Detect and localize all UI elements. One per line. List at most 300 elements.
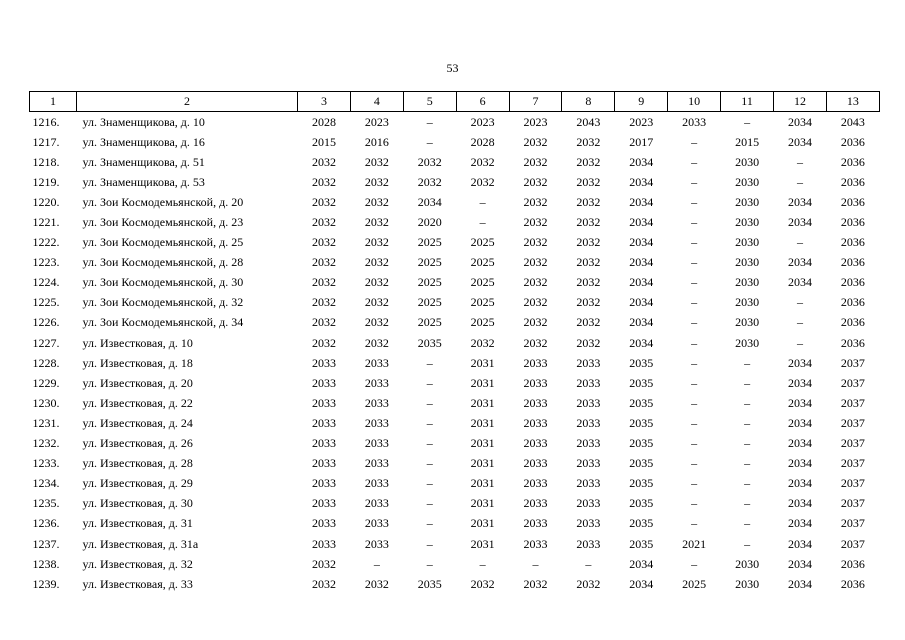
table-row (30, 253, 880, 273)
value-cell-col-8: 2033 (576, 395, 601, 410)
address-cell: ул. Знаменщикова, д. 10 (82, 114, 205, 129)
column-header-10: 10 (668, 92, 721, 112)
value-cell-col-12: – (796, 154, 803, 169)
row-number: 1219. (32, 174, 60, 189)
value-cell-col-8: 2032 (576, 134, 601, 149)
row-number: 1236. (32, 516, 60, 531)
row-number: 1222. (32, 235, 60, 250)
value-cell-col-9: 2034 (629, 315, 654, 330)
value-cell-col-11: – (744, 536, 751, 551)
value-cell-col-11: – (744, 516, 751, 531)
value-cell-col-10: – (691, 476, 698, 491)
value-cell-col-5: – (426, 496, 433, 511)
value-cell-col-8: 2032 (576, 335, 601, 350)
address-cell: ул. Зои Космодемьянской, д. 30 (82, 275, 244, 290)
value-cell-col-12: 2034 (787, 456, 812, 471)
row-number: 1233. (32, 456, 60, 471)
table-row (30, 192, 880, 212)
value-cell-col-4: 2032 (364, 235, 389, 250)
value-cell-col-3: 2015 (311, 134, 336, 149)
value-cell-col-10: – (691, 355, 698, 370)
row-number: 1232. (32, 436, 60, 451)
value-cell-col-3: 2032 (311, 255, 336, 270)
value-cell-col-3: 2032 (311, 335, 336, 350)
value-cell-col-12: – (796, 315, 803, 330)
address-cell: ул. Известковая, д. 33 (82, 576, 193, 591)
row-number: 1216. (32, 114, 60, 129)
value-cell-col-13: 2036 (840, 255, 865, 270)
value-cell-col-3: 2032 (311, 215, 336, 230)
value-cell-col-9: 2023 (629, 114, 654, 129)
value-cell-col-4: – (373, 556, 380, 571)
value-cell-col-3: 2032 (311, 235, 336, 250)
value-cell-col-10: – (691, 556, 698, 571)
value-cell-col-8: 2033 (576, 355, 601, 370)
value-cell-col-13: 2037 (840, 516, 865, 531)
value-cell-col-6: 2031 (470, 415, 495, 430)
address-cell: ул. Зои Космодемьянской, д. 25 (82, 235, 244, 250)
value-cell-col-6: 2025 (470, 275, 495, 290)
value-cell-col-5: 2034 (417, 194, 442, 209)
value-cell-col-13: 2036 (840, 215, 865, 230)
address-cell: ул. Известковая, д. 18 (82, 355, 193, 370)
value-cell-col-7: 2033 (523, 355, 548, 370)
value-cell-col-3: 2028 (311, 114, 336, 129)
value-cell-col-10: – (691, 516, 698, 531)
value-cell-col-8: 2033 (576, 456, 601, 471)
value-cell-col-13: 2037 (840, 476, 865, 491)
value-cell-col-11: 2030 (735, 194, 760, 209)
value-cell-col-7: 2032 (523, 134, 548, 149)
value-cell-col-9: 2034 (629, 154, 654, 169)
value-cell-col-9: 2035 (629, 375, 654, 390)
value-cell-col-8: 2032 (576, 215, 601, 230)
value-cell-col-3: 2032 (311, 315, 336, 330)
value-cell-col-13: 2036 (840, 134, 865, 149)
value-cell-col-12: 2034 (787, 476, 812, 491)
address-cell: ул. Известковая, д. 29 (82, 476, 193, 491)
value-cell-col-12: – (796, 174, 803, 189)
value-cell-col-12: 2034 (787, 194, 812, 209)
value-cell-col-5: 2035 (417, 335, 442, 350)
table-row (30, 514, 880, 534)
value-cell-col-9: 2035 (629, 436, 654, 451)
value-cell-col-8: 2032 (576, 576, 601, 591)
address-cell: ул. Известковая, д. 31а (82, 536, 199, 551)
value-cell-col-8: 2032 (576, 255, 601, 270)
value-cell-col-11: 2030 (735, 576, 760, 591)
value-cell-col-3: 2033 (311, 476, 336, 491)
value-cell-col-8: 2032 (576, 295, 601, 310)
table-row (30, 152, 880, 172)
value-cell-col-4: 2033 (364, 536, 389, 551)
address-cell: ул. Зои Космодемьянской, д. 32 (82, 295, 244, 310)
value-cell-col-6: 2028 (470, 134, 495, 149)
address-cell: ул. Известковая, д. 30 (82, 496, 193, 511)
value-cell-col-11: – (744, 114, 751, 129)
table-row (30, 534, 880, 554)
value-cell-col-3: 2032 (311, 194, 336, 209)
value-cell-col-9: 2034 (629, 335, 654, 350)
page-number: 53 (446, 61, 459, 75)
row-number: 1218. (32, 154, 60, 169)
column-header-3: 3 (298, 92, 351, 112)
row-number: 1234. (32, 476, 60, 491)
value-cell-col-10: – (691, 275, 698, 290)
address-cell: ул. Знаменщикова, д. 16 (82, 134, 205, 149)
value-cell-col-8: 2033 (576, 516, 601, 531)
value-cell-col-10: 2025 (682, 576, 707, 591)
value-cell-col-7: 2032 (523, 576, 548, 591)
value-cell-col-6: 2031 (470, 355, 495, 370)
row-number: 1237. (32, 536, 60, 551)
value-cell-col-4: 2023 (364, 114, 389, 129)
value-cell-col-12: 2034 (787, 536, 812, 551)
value-cell-col-7: 2032 (523, 174, 548, 189)
value-cell-col-10: – (691, 335, 698, 350)
value-cell-col-11: 2030 (735, 255, 760, 270)
value-cell-col-7: 2032 (523, 235, 548, 250)
value-cell-col-13: 2036 (840, 576, 865, 591)
header-row (30, 92, 880, 112)
value-cell-col-7: 2033 (523, 456, 548, 471)
value-cell-col-10: – (691, 415, 698, 430)
value-cell-col-13: 2036 (840, 335, 865, 350)
value-cell-col-3: 2033 (311, 496, 336, 511)
value-cell-col-12: 2034 (787, 215, 812, 230)
table-row (30, 313, 880, 333)
value-cell-col-9: 2017 (629, 134, 654, 149)
value-cell-col-7: 2033 (523, 436, 548, 451)
value-cell-col-3: 2032 (311, 154, 336, 169)
value-cell-col-12: 2034 (787, 255, 812, 270)
value-cell-col-12: 2034 (787, 496, 812, 511)
value-cell-col-10: – (691, 456, 698, 471)
value-cell-col-5: – (426, 556, 433, 571)
value-cell-col-7: 2033 (523, 516, 548, 531)
row-number: 1228. (32, 355, 60, 370)
value-cell-col-12: – (796, 235, 803, 250)
address-cell: ул. Известковая, д. 31 (82, 516, 193, 531)
value-cell-col-6: – (479, 556, 486, 571)
value-cell-col-7: 2033 (523, 415, 548, 430)
value-cell-col-5: 2025 (417, 295, 442, 310)
value-cell-col-8: 2033 (576, 436, 601, 451)
value-cell-col-4: 2033 (364, 516, 389, 531)
column-header-2: 2 (77, 92, 298, 112)
value-cell-col-9: 2034 (629, 576, 654, 591)
value-cell-col-11: 2030 (735, 235, 760, 250)
row-number: 1221. (32, 215, 60, 230)
column-header-5: 5 (403, 92, 456, 112)
value-cell-col-3: 2032 (311, 295, 336, 310)
value-cell-col-12: 2034 (787, 516, 812, 531)
value-cell-col-5: 2025 (417, 315, 442, 330)
value-cell-col-10: – (691, 174, 698, 189)
value-cell-col-6: 2031 (470, 536, 495, 551)
value-cell-col-5: – (426, 536, 433, 551)
value-cell-col-10: – (691, 154, 698, 169)
value-cell-col-3: 2032 (311, 174, 336, 189)
value-cell-col-4: 2032 (364, 215, 389, 230)
row-number: 1231. (32, 415, 60, 430)
value-cell-col-12: 2034 (787, 415, 812, 430)
table-row (30, 212, 880, 232)
value-cell-col-3: 2033 (311, 456, 336, 471)
value-cell-col-11: – (744, 456, 751, 471)
value-cell-col-13: 2036 (840, 275, 865, 290)
value-cell-col-11: – (744, 355, 751, 370)
value-cell-col-11: – (744, 476, 751, 491)
value-cell-col-11: – (744, 415, 751, 430)
row-number: 1227. (32, 335, 60, 350)
value-cell-col-5: – (426, 456, 433, 471)
value-cell-col-4: 2032 (364, 174, 389, 189)
schedule-table (29, 91, 880, 594)
table-row (30, 474, 880, 494)
value-cell-col-5: – (426, 114, 433, 129)
row-number: 1217. (32, 134, 60, 149)
value-cell-col-3: 2033 (311, 516, 336, 531)
value-cell-col-5: – (426, 395, 433, 410)
address-cell: ул. Зои Космодемьянской, д. 20 (82, 194, 244, 209)
value-cell-col-13: 2037 (840, 496, 865, 511)
value-cell-col-5: 2020 (417, 215, 442, 230)
column-header-4: 4 (350, 92, 403, 112)
value-cell-col-12: 2034 (787, 556, 812, 571)
value-cell-col-11: 2030 (735, 315, 760, 330)
value-cell-col-10: 2021 (682, 536, 707, 551)
value-cell-col-6: 2023 (470, 114, 495, 129)
value-cell-col-9: 2034 (629, 235, 654, 250)
value-cell-col-3: 2033 (311, 436, 336, 451)
value-cell-col-7: 2032 (523, 275, 548, 290)
value-cell-col-11: 2015 (735, 134, 760, 149)
value-cell-col-8: 2033 (576, 415, 601, 430)
value-cell-col-8: 2033 (576, 496, 601, 511)
value-cell-col-5: – (426, 436, 433, 451)
address-cell: ул. Известковая, д. 20 (82, 375, 193, 390)
value-cell-col-12: – (796, 335, 803, 350)
column-header-13: 13 (826, 92, 879, 112)
row-number: 1238. (32, 556, 60, 571)
value-cell-col-7: 2032 (523, 295, 548, 310)
value-cell-col-10: – (691, 255, 698, 270)
value-cell-col-8: – (585, 556, 592, 571)
value-cell-col-5: – (426, 355, 433, 370)
value-cell-col-5: – (426, 134, 433, 149)
value-cell-col-3: 2033 (311, 395, 336, 410)
value-cell-col-8: 2032 (576, 275, 601, 290)
value-cell-col-4: 2032 (364, 275, 389, 290)
table-body (30, 112, 880, 595)
address-cell: ул. Известковая, д. 10 (82, 335, 193, 350)
value-cell-col-13: 2036 (840, 556, 865, 571)
value-cell-col-8: 2032 (576, 194, 601, 209)
value-cell-col-12: – (796, 295, 803, 310)
value-cell-col-10: – (691, 395, 698, 410)
value-cell-col-11: 2030 (735, 154, 760, 169)
value-cell-col-9: 2035 (629, 496, 654, 511)
value-cell-col-4: 2032 (364, 335, 389, 350)
value-cell-col-13: 2037 (840, 536, 865, 551)
value-cell-col-11: – (744, 436, 751, 451)
row-number: 1225. (32, 295, 60, 310)
value-cell-col-5: – (426, 476, 433, 491)
value-cell-col-13: 2036 (840, 154, 865, 169)
value-cell-col-3: 2033 (311, 415, 336, 430)
value-cell-col-9: 2034 (629, 556, 654, 571)
value-cell-col-5: 2025 (417, 255, 442, 270)
value-cell-col-10: – (691, 496, 698, 511)
value-cell-col-6: 2032 (470, 154, 495, 169)
table-row (30, 434, 880, 454)
value-cell-col-10: – (691, 315, 698, 330)
value-cell-col-8: 2033 (576, 375, 601, 390)
table-row (30, 574, 880, 594)
row-number: 1239. (32, 576, 60, 591)
column-header-12: 12 (774, 92, 827, 112)
table-row (30, 454, 880, 474)
value-cell-col-5: 2025 (417, 275, 442, 290)
value-cell-col-9: 2034 (629, 174, 654, 189)
column-header-9: 9 (615, 92, 668, 112)
value-cell-col-6: 2032 (470, 576, 495, 591)
table-row (30, 112, 880, 133)
value-cell-col-6: 2025 (470, 255, 495, 270)
value-cell-col-13: 2036 (840, 295, 865, 310)
value-cell-col-5: 2035 (417, 576, 442, 591)
value-cell-col-4: 2033 (364, 355, 389, 370)
value-cell-col-13: 2036 (840, 194, 865, 209)
value-cell-col-9: 2035 (629, 415, 654, 430)
value-cell-col-4: 2032 (364, 295, 389, 310)
value-cell-col-3: 2032 (311, 576, 336, 591)
value-cell-col-5: – (426, 375, 433, 390)
value-cell-col-11: – (744, 496, 751, 511)
value-cell-col-8: 2032 (576, 235, 601, 250)
value-cell-col-12: 2034 (787, 355, 812, 370)
column-header-7: 7 (509, 92, 562, 112)
value-cell-col-4: 2032 (364, 255, 389, 270)
value-cell-col-8: 2032 (576, 315, 601, 330)
table-row (30, 233, 880, 253)
value-cell-col-11: 2030 (735, 335, 760, 350)
value-cell-col-13: 2037 (840, 395, 865, 410)
value-cell-col-11: – (744, 375, 751, 390)
table-row (30, 273, 880, 293)
value-cell-col-9: 2035 (629, 516, 654, 531)
value-cell-col-4: 2032 (364, 315, 389, 330)
address-cell: ул. Зои Космодемьянской, д. 34 (82, 315, 244, 330)
value-cell-col-4: 2033 (364, 415, 389, 430)
value-cell-col-9: 2035 (629, 355, 654, 370)
value-cell-col-12: 2034 (787, 576, 812, 591)
value-cell-col-5: 2025 (417, 235, 442, 250)
value-cell-col-4: 2033 (364, 395, 389, 410)
row-number: 1235. (32, 496, 60, 511)
value-cell-col-6: 2031 (470, 496, 495, 511)
value-cell-col-9: 2034 (629, 215, 654, 230)
value-cell-col-7: – (532, 556, 539, 571)
table-row (30, 554, 880, 574)
value-cell-col-11: 2030 (735, 295, 760, 310)
value-cell-col-3: 2032 (311, 556, 336, 571)
row-number: 1229. (32, 375, 60, 390)
value-cell-col-6: 2031 (470, 456, 495, 471)
value-cell-col-9: 2034 (629, 275, 654, 290)
address-cell: ул. Известковая, д. 26 (82, 436, 193, 451)
table-row (30, 172, 880, 192)
value-cell-col-5: 2032 (417, 154, 442, 169)
value-cell-col-9: 2035 (629, 476, 654, 491)
value-cell-col-10: – (691, 295, 698, 310)
row-number: 1224. (32, 275, 60, 290)
value-cell-col-8: 2043 (576, 114, 601, 129)
table-row (30, 393, 880, 413)
value-cell-col-11: 2030 (735, 174, 760, 189)
value-cell-col-7: 2032 (523, 154, 548, 169)
value-cell-col-13: 2036 (840, 315, 865, 330)
value-cell-col-10: – (691, 194, 698, 209)
value-cell-col-13: 2037 (840, 436, 865, 451)
value-cell-col-9: 2035 (629, 456, 654, 471)
value-cell-col-7: 2032 (523, 194, 548, 209)
value-cell-col-5: – (426, 516, 433, 531)
value-cell-col-7: 2033 (523, 476, 548, 491)
value-cell-col-10: – (691, 235, 698, 250)
value-cell-col-13: 2037 (840, 415, 865, 430)
value-cell-col-4: 2033 (364, 375, 389, 390)
value-cell-col-8: 2032 (576, 174, 601, 189)
value-cell-col-8: 2033 (576, 536, 601, 551)
row-number: 1226. (32, 315, 60, 330)
value-cell-col-10: – (691, 134, 698, 149)
value-cell-col-5: – (426, 415, 433, 430)
value-cell-col-6: 2032 (470, 174, 495, 189)
value-cell-col-7: 2032 (523, 215, 548, 230)
column-header-11: 11 (721, 92, 774, 112)
address-cell: ул. Зои Космодемьянской, д. 23 (82, 215, 244, 230)
value-cell-col-6: 2032 (470, 335, 495, 350)
address-cell: ул. Известковая, д. 22 (82, 395, 193, 410)
value-cell-col-4: 2032 (364, 576, 389, 591)
value-cell-col-6: 2031 (470, 476, 495, 491)
value-cell-col-10: 2033 (682, 114, 707, 129)
value-cell-col-6: 2031 (470, 395, 495, 410)
value-cell-col-12: 2034 (787, 436, 812, 451)
address-cell: ул. Знаменщикова, д. 53 (82, 174, 205, 189)
value-cell-col-6: 2025 (470, 295, 495, 310)
value-cell-col-6: – (479, 194, 486, 209)
value-cell-col-4: 2032 (364, 194, 389, 209)
value-cell-col-12: 2034 (787, 134, 812, 149)
value-cell-col-9: 2035 (629, 536, 654, 551)
address-cell: ул. Известковая, д. 28 (82, 456, 193, 471)
table-row (30, 293, 880, 313)
value-cell-col-4: 2016 (364, 134, 389, 149)
value-cell-col-7: 2032 (523, 315, 548, 330)
table-header (30, 92, 880, 112)
column-header-6: 6 (456, 92, 509, 112)
value-cell-col-3: 2033 (311, 375, 336, 390)
value-cell-col-13: 2036 (840, 235, 865, 250)
value-cell-col-3: 2033 (311, 355, 336, 370)
value-cell-col-13: 2037 (840, 355, 865, 370)
table-row (30, 353, 880, 373)
column-header-1: 1 (30, 92, 77, 112)
value-cell-col-6: 2025 (470, 315, 495, 330)
